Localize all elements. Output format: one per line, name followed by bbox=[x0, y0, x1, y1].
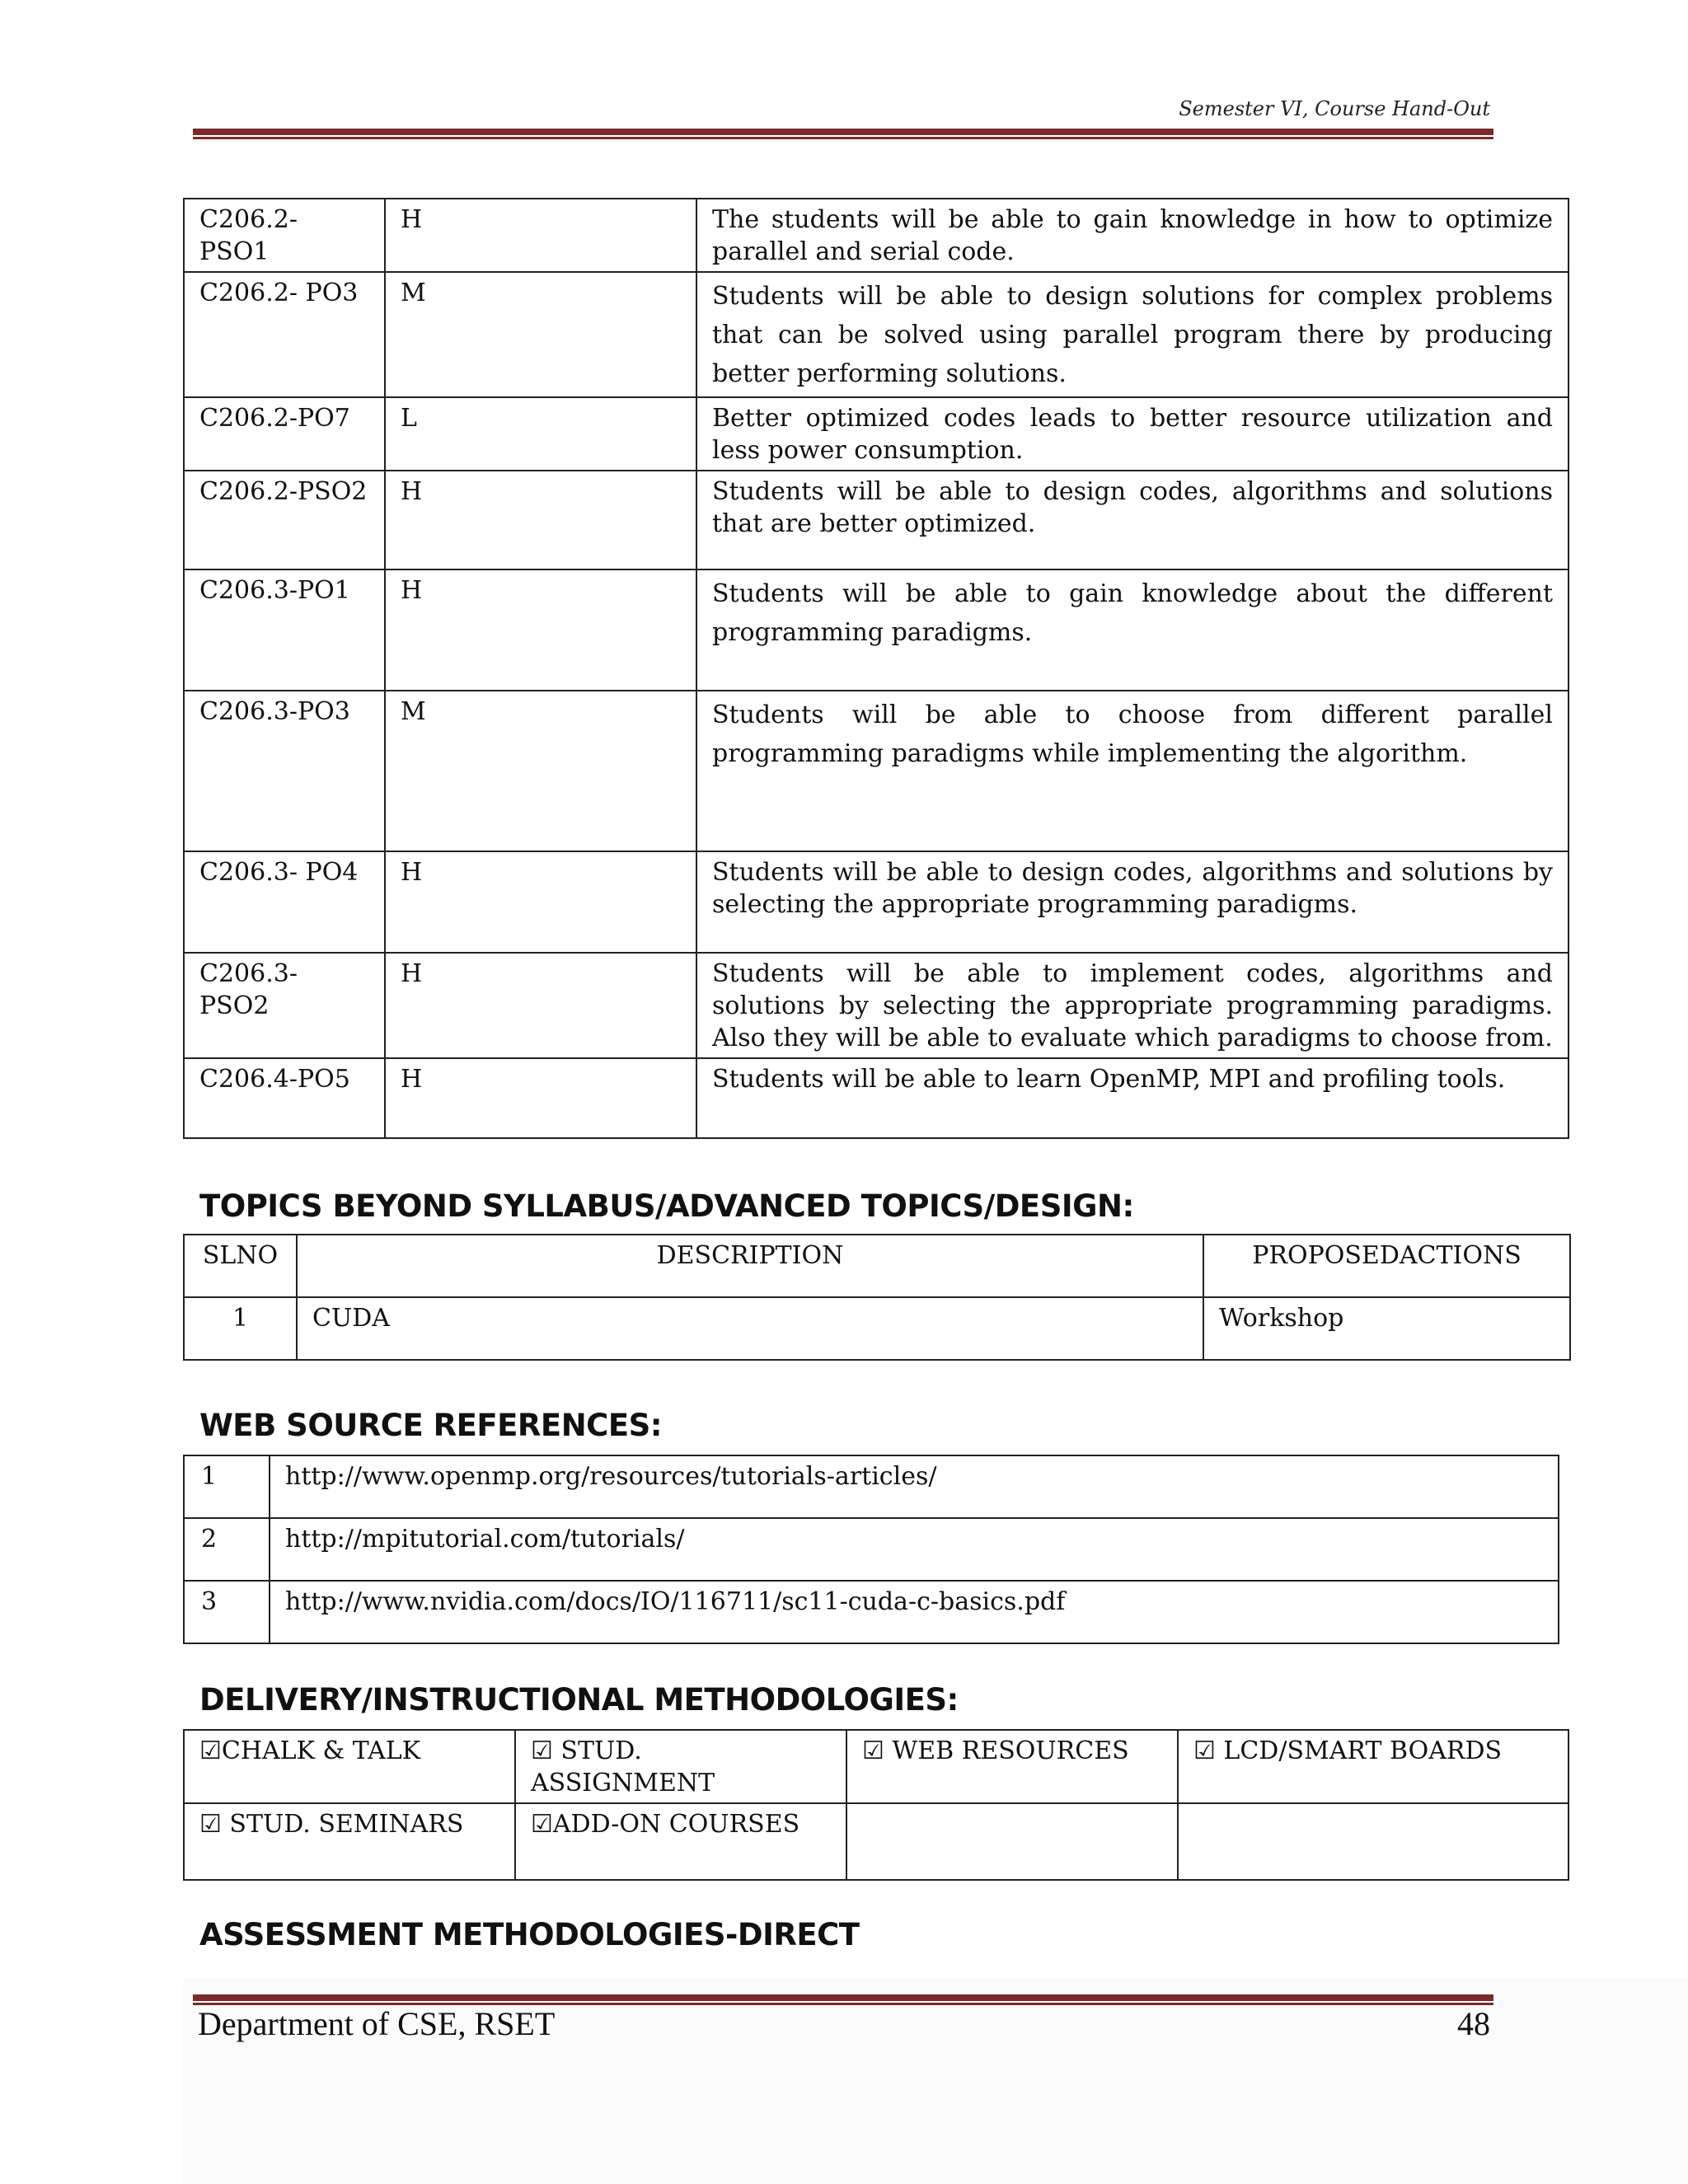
table-row bbox=[184, 199, 1568, 272]
header-title: Semester VI, Course Hand-Out bbox=[1179, 97, 1490, 120]
mapping-justification-cell: Students will be able to choose from different parallel programming paradigms while implementing the algorithm. bbox=[696, 691, 1568, 851]
mapping-level-cell: H bbox=[385, 199, 696, 272]
mapping-justification-cell: Students will be able to design solutions for complex problems that can be solved using parallel program there by producing better performing solutions. bbox=[696, 272, 1568, 397]
header-rule-thin bbox=[193, 137, 1493, 139]
table-row bbox=[184, 691, 1568, 851]
mapping-level-cell: H bbox=[385, 851, 696, 953]
mapping-level-cell: H bbox=[385, 471, 696, 569]
table-row bbox=[184, 272, 1568, 397]
assessment-heading: ASSESSMENT METHODOLOGIES-DIRECT bbox=[199, 1917, 860, 1952]
mapping-code-cell: C206.2-PSO2 bbox=[184, 471, 385, 569]
table-row bbox=[184, 1803, 1568, 1880]
description-header: DESCRIPTION bbox=[297, 1235, 1203, 1297]
method-web-resources: ☑ WEB RESOURCES bbox=[846, 1730, 1178, 1803]
table-row bbox=[184, 397, 1568, 471]
mapping-level-cell: H bbox=[385, 1058, 696, 1138]
co-po-mapping-table bbox=[183, 198, 1569, 1139]
description-cell: CUDA bbox=[297, 1297, 1203, 1360]
mapping-code-cell: C206.2- PSO1 bbox=[184, 199, 385, 272]
web-sources-heading: WEB SOURCE REFERENCES: bbox=[199, 1408, 663, 1443]
mapping-code-cell: C206.2- PO3 bbox=[184, 272, 385, 397]
table-row bbox=[184, 953, 1568, 1058]
delivery-heading: DELIVERY/INSTRUCTIONAL METHODOLOGIES: bbox=[199, 1682, 959, 1718]
mapping-code-cell: C206.2-PO7 bbox=[184, 397, 385, 471]
delivery-table bbox=[183, 1729, 1569, 1881]
topics-beyond-heading: TOPICS BEYOND SYLLABUS/ADVANCED TOPICS/DESIGN: bbox=[199, 1188, 1134, 1224]
method-add-on-courses: ☑ADD-ON COURSES bbox=[515, 1803, 846, 1880]
mapping-level-cell: M bbox=[385, 691, 696, 851]
reference-url[interactable]: http://www.openmp.org/resources/tutorials-articles/ bbox=[270, 1455, 1559, 1518]
footer-department: Department of CSE, RSET bbox=[198, 2005, 556, 2042]
mapping-code-cell: C206.3-PO1 bbox=[184, 569, 385, 691]
mapping-level-cell: H bbox=[385, 953, 696, 1058]
mapping-code-cell: C206.3- PO4 bbox=[184, 851, 385, 953]
reference-url[interactable]: http://www.nvidia.com/docs/IO/116711/sc11-cuda-c-basics.pdf bbox=[270, 1581, 1559, 1643]
mapping-level-cell: M bbox=[385, 272, 696, 397]
mapping-code-cell: C206.3- PSO2 bbox=[184, 953, 385, 1058]
reference-number: 3 bbox=[184, 1581, 270, 1643]
mapping-level-cell: H bbox=[385, 569, 696, 691]
table-row bbox=[184, 1455, 1559, 1518]
table-row bbox=[184, 851, 1568, 953]
table-row bbox=[184, 471, 1568, 569]
table-row bbox=[184, 1581, 1559, 1643]
reference-url[interactable]: http://mpitutorial.com/tutorials/ bbox=[270, 1518, 1559, 1581]
mapping-level-cell: L bbox=[385, 397, 696, 471]
mapping-justification-cell: Students will be able to gain knowledge about the different programming paradigms. bbox=[696, 569, 1568, 691]
mapping-code-cell: C206.3-PO3 bbox=[184, 691, 385, 851]
method-stud-assignment: ☑ STUD. ASSIGNMENT bbox=[515, 1730, 846, 1803]
slno-cell: 1 bbox=[184, 1297, 297, 1360]
table-row bbox=[184, 1058, 1568, 1138]
mapping-code-cell: C206.4-PO5 bbox=[184, 1058, 385, 1138]
footer-rule-thick bbox=[193, 1994, 1493, 2001]
table-row bbox=[184, 1730, 1568, 1803]
mapping-justification-cell: Better optimized codes leads to better resource utilization and less power consumption. bbox=[696, 397, 1568, 471]
table-row bbox=[184, 1518, 1559, 1581]
topics-header-row bbox=[184, 1235, 1570, 1297]
slno-header: SLNO bbox=[184, 1235, 297, 1297]
mapping-justification-cell: Students will be able to design codes, algorithms and solutions by selecting the appropriate programming paradigms. bbox=[696, 851, 1568, 953]
mapping-justification-cell: Students will be able to design codes, algorithms and solutions that are better optimized. bbox=[696, 471, 1568, 569]
table-row bbox=[184, 1297, 1570, 1360]
method-lcd-smart-boards: ☑ LCD/SMART BOARDS bbox=[1178, 1730, 1568, 1803]
page-number: 48 bbox=[1457, 2005, 1490, 2042]
empty-cell bbox=[1178, 1803, 1568, 1880]
header-rule-thick bbox=[193, 129, 1493, 135]
empty-cell bbox=[846, 1803, 1178, 1880]
reference-number: 1 bbox=[184, 1455, 270, 1518]
web-sources-table bbox=[183, 1455, 1559, 1644]
mapping-justification-cell: The students will be able to gain knowledge in how to optimize parallel and serial code. bbox=[696, 199, 1568, 272]
table-row bbox=[184, 569, 1568, 691]
mapping-justification-cell: Students will be able to implement codes, algorithms and solutions by selecting the appropriate programming paradigms. Also they will be able to evaluate which paradigms to choose from. bbox=[696, 953, 1568, 1058]
topics-beyond-table bbox=[183, 1234, 1571, 1361]
method-chalk-talk: ☑CHALK & TALK bbox=[184, 1730, 515, 1803]
action-cell: Workshop bbox=[1203, 1297, 1570, 1360]
mapping-justification-cell: Students will be able to learn OpenMP, MPI and profiling tools. bbox=[696, 1058, 1568, 1138]
reference-number: 2 bbox=[184, 1518, 270, 1581]
method-stud-seminars: ☑ STUD. SEMINARS bbox=[184, 1803, 515, 1880]
proposed-actions-header: PROPOSEDACTIONS bbox=[1203, 1235, 1570, 1297]
